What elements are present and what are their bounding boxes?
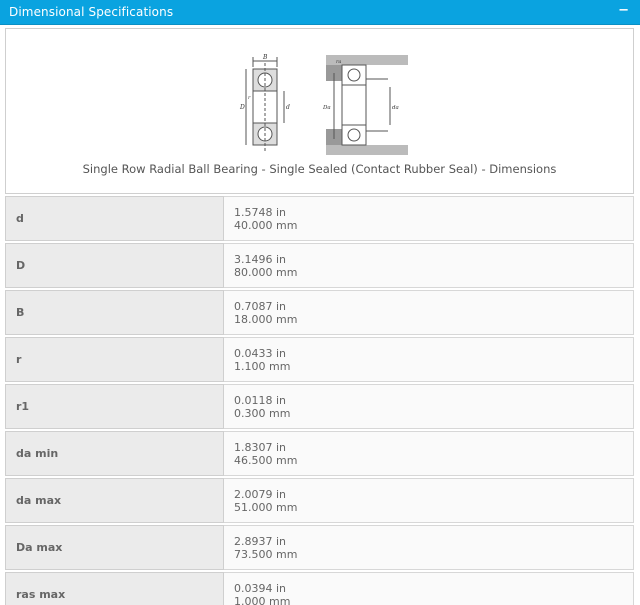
figure-caption: Single Row Radial Ball Bearing - Single Sealed (Contact Rubber Seal) - Dimensions [82, 162, 557, 176]
bearing-figure [5, 28, 634, 194]
label-D: D [240, 104, 245, 111]
spec-value: 0.0118 in 0.300 mm [224, 384, 634, 429]
label-da: da [392, 105, 399, 111]
label-Da: Da [323, 105, 331, 111]
label-B: B [263, 54, 268, 61]
spec-label: r1 [5, 384, 224, 429]
table-row [5, 384, 634, 429]
spec-label: D [5, 243, 224, 288]
spec-value: 1.8307 in 46.500 mm [224, 431, 634, 476]
label-r: r [248, 95, 251, 101]
bearing-section-drawing [246, 57, 284, 151]
spec-value: 1.5748 in 40.000 mm [224, 196, 634, 241]
table-row [5, 478, 634, 523]
spec-value: 0.0433 in 1.100 mm [224, 337, 634, 382]
table-row [5, 290, 634, 335]
spec-value: 3.1496 in 80.000 mm [224, 243, 634, 288]
table-row [5, 525, 634, 570]
label-d: d [286, 104, 290, 111]
table-row [5, 196, 634, 241]
spec-label: Da max [5, 525, 224, 570]
bearing-dimension-diagram [238, 51, 408, 159]
panel-title: Dimensional Specifications [9, 5, 174, 19]
spec-label: ras max [5, 572, 224, 605]
spec-value: 0.7087 in 18.000 mm [224, 290, 634, 335]
spec-label: d [5, 196, 224, 241]
spec-value: 2.0079 in 51.000 mm [224, 478, 634, 523]
panel-header[interactable] [0, 0, 640, 25]
spec-label: da min [5, 431, 224, 476]
spec-value: 2.8937 in 73.500 mm [224, 525, 634, 570]
table-row [5, 572, 634, 605]
spec-label: da max [5, 478, 224, 523]
table-row [5, 337, 634, 382]
table-row [5, 243, 634, 288]
spec-label: r [5, 337, 224, 382]
specs-table [5, 196, 634, 605]
table-row [5, 431, 634, 476]
spec-value: 0.0394 in 1.000 mm [224, 572, 634, 605]
spec-label: B [5, 290, 224, 335]
collapse-icon[interactable]: − [618, 3, 629, 18]
label-ra: ra [336, 59, 342, 65]
